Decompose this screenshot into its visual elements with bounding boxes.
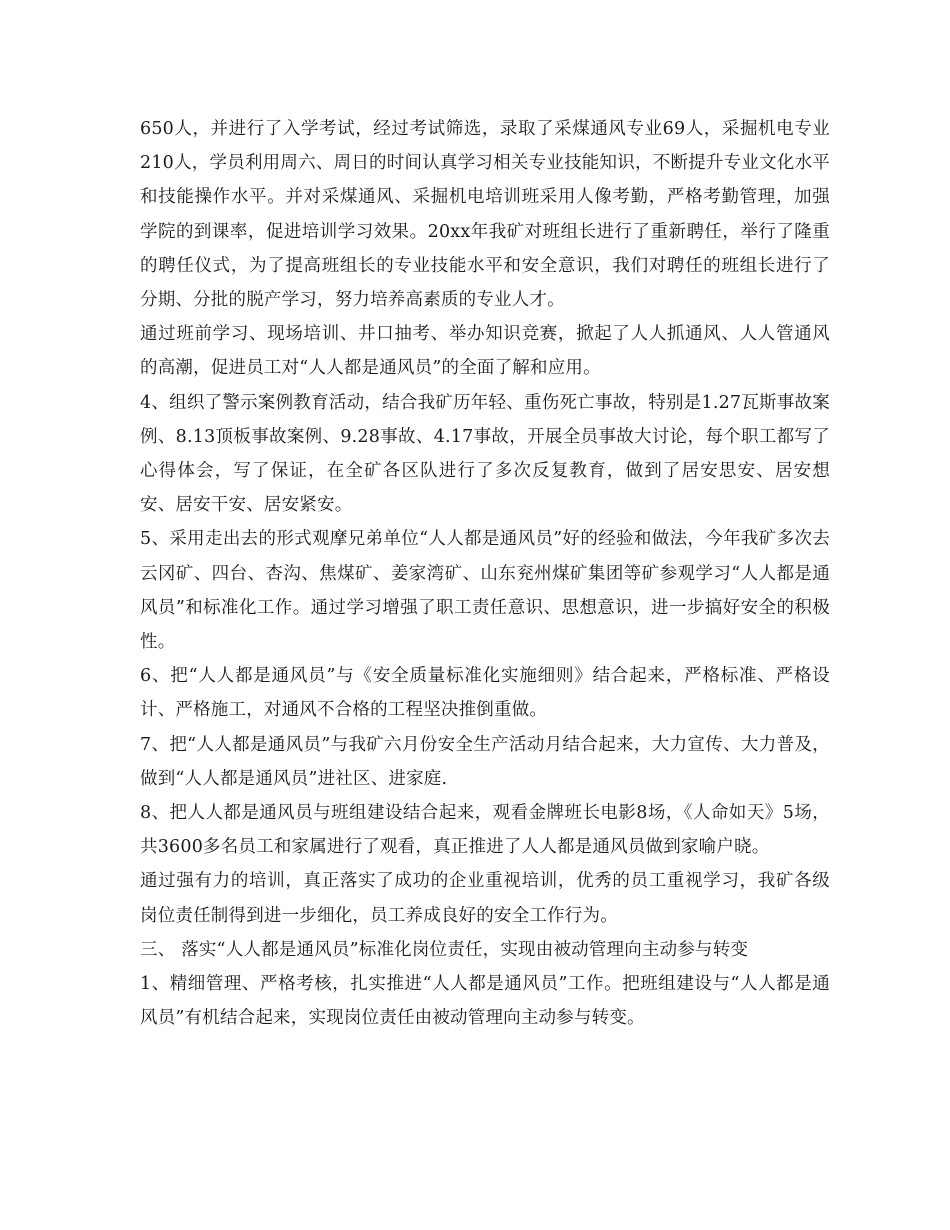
section-heading-3: 三、 落实“人人都是通风员”标准化岗位责任，实现由被动管理向主动参与转变 [140,939,749,960]
paragraph-on-site-training: 通过班前学习、现场培训、井口抽考、举办知识竞赛，掀起了人人抓通风、人人管通风的高潮，促进员工对“人人都是通风员”的全面了解和应用。 [140,324,830,379]
paragraph-item-6-quality-standards: 6、把“人人都是通风员”与《安全质量标准化实施细则》结合起来，严格标准、严格设计、严格施工，对通风不合格的工程坚决推倒重做。 [140,666,830,721]
paragraph-training-enrollment: 650人，并进行了入学考试，经过考试筛选，录取了采煤通风专业69人，采掘机电专业210人，学员利用周六、周日的时间认真学习相关专业技能知识，不断提升专业文化水平和技能操作水平。并对采煤通风、采掘机电培训班采用人像考勤，严格考勤管理，加强学院的到课率，促进培训学习效果。20xx年我矿对班组长进行了重新聘任，举行了隆重的聘任仪式，为了提高班组长的专业技能水平和安全意识，我们对聘任的班组长进行了分期、分批的脱产学习，努力培养高素质的专业人才。 [140,119,830,311]
paragraph-item-1-fine-management: 1、精细管理、严格考核，扎实推进“人人都是通风员”工作。把班组建设与“人人都是通风员”有机结合起来，实现岗位责任由被动管理向主动参与转变。 [140,974,830,1029]
paragraph-item-4-warning-cases: 4、组织了警示案例教育活动，结合我矿历年轻、重伤死亡事故，特别是1.27瓦斯事故案例、8.13顶板事故案例、9.28事故、4.17事故，开展全员事故大讨论，每个职工都写了心得体会，写了保证，在全矿各区队进行了多次反复教育，做到了居安思安、居安想安、居安干安、居安紧安。 [140,392,830,516]
paragraph-item-8-team-building: 8、把人人都是通风员与班组建设结合起来，观看金牌班长电影8场，《人命如天》5场，共3600多名员工和家属进行了观看，真正推进了人人都是通风员做到家喻户晓。 [140,803,830,858]
document-body [140,112,830,1035]
paragraph-item-7-safety-month: 7、把“人人都是通风员”与我矿六月份安全生产活动月结合起来，大力宣传、大力普及，做到“人人都是通风员”进社区、进家庭. [140,734,830,789]
paragraph-item-5-site-visits: 5、采用走出去的形式观摩兄弟单位“人人都是通风员”好的经验和做法，今年我矿多次去云冈矿、四台、杏沟、焦煤矿、姜家湾矿、山东兖州煤矿集团等矿参观学习“人人都是通风员”和标准化工作。通过学习增强了职工责任意识、思想意识，进一步搞好安全的积极性。 [140,529,830,653]
paragraph-training-summary: 通过强有力的培训，真正落实了成功的企业重视培训，优秀的员工重视学习，我矿各级岗位责任制得到进一步细化，员工养成良好的安全工作行为。 [140,871,830,926]
